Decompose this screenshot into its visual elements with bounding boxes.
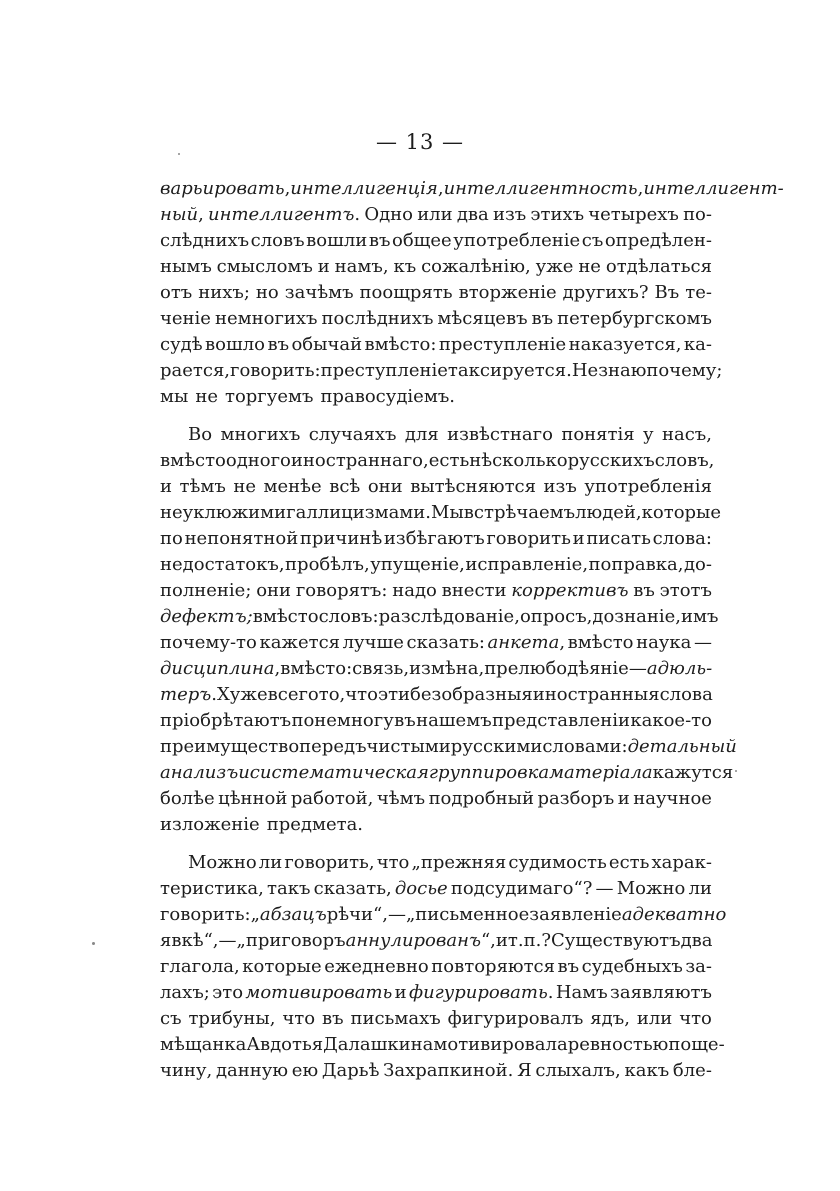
text-line: мѣщанка Авдотья Далашкина мотивировала ревностью поще-	[160, 1034, 725, 1055]
text-line: глагола, которые ежедневно повторяются въ судебныхъ за-	[160, 956, 712, 977]
text-line: Во многихъ случаяхъ для извѣстнаго понятія у насъ,	[188, 424, 712, 445]
text-line: Можно ли говорить, что „прежняя судимость есть харак-	[188, 852, 712, 873]
text-line: по непонятной причинѣ избѣгаютъ говорить и писать слова:	[160, 528, 712, 549]
text-line: изложеніе предмета.	[160, 814, 364, 835]
text-line: лахъ; это мотивировать и фигурировать. Намъ заявляютъ	[160, 982, 712, 1003]
text-line: и тѣмъ не менѣе всѣ они вытѣсняются изъ употребленія	[160, 476, 712, 497]
text-line: отъ нихъ; но зачѣмъ поощрять вторженіе другихъ? Въ те-	[160, 282, 712, 303]
text-line: нымъ смысломъ и намъ, къ сожалѣнію, уже не отдѣлаться	[160, 256, 712, 277]
text-line: недостатокъ, пробѣлъ, упущеніе, исправленіе, поправка, до-	[160, 554, 712, 575]
body-text	[160, 176, 784, 1084]
text-line: ный, интеллигентъ. Одно или два изъ этихъ четырехъ по-	[160, 204, 712, 225]
text-line: полненіе; они говорятъ: надо внести коррективъ въ этотъ	[160, 580, 712, 601]
text-line: теристика, такъ сказать, досье подсудимаго“? — Можно ли	[160, 878, 712, 899]
paragraph	[160, 176, 784, 410]
text-line: анализъ и систематическая группировка матеріала кажутся	[160, 762, 734, 783]
text-line: слѣднихъ словъ вошли въ общее употребленіе съ опредѣлен-	[160, 230, 712, 251]
text-line: говорить: „абзацъ рѣчи“, — „письменное заявленіе адекватно	[160, 904, 727, 925]
text-line: чину, данную ею Дарьѣ Захрапкиной. Я слыхалъ, какъ бле-	[160, 1060, 712, 1081]
text-line: почему-то кажется лучше сказать: анкета, вмѣсто наука —	[160, 632, 712, 653]
text-line: варьировать, интеллигенція, интеллигентность, интеллигент-	[160, 178, 784, 199]
text-line: мы не торгуемъ правосудіемъ.	[160, 386, 455, 407]
text-line: рается, говорить: преступленіе таксируется. Не знаю почему;	[160, 360, 723, 381]
text-line: явкѣ“, — „приговоръ аннулированъ“, и т. п.? Существуютъ два	[160, 930, 713, 951]
text-line: преимущество передъ чистыми русскими словами: детальный	[160, 736, 737, 757]
text-line: дисциплина, вмѣсто: связь, измѣна, прелюбодѣяніе — адюль-	[160, 658, 713, 679]
text-line: съ трибуны, что въ письмахъ фигурировалъ ядъ, или что	[160, 1008, 712, 1029]
paragraph	[160, 850, 727, 1084]
text-line: ченіе немногихъ послѣднихъ мѣсяцевъ въ петербургскомъ	[160, 308, 712, 329]
text-line: пріобрѣтаютъ понемногу въ нашемъ представленіи какое-то	[160, 710, 712, 731]
text-line: вмѣсто одного иностраннаго, есть нѣсколько русскихъ словъ,	[160, 450, 715, 471]
text-line: неуклюжими галлицизмами. Мы встрѣчаемъ людей, которые	[160, 502, 722, 523]
page-number: — 13 —	[375, 130, 465, 154]
text-line: судѣ вошло въ обычай вмѣсто: преступленіе наказуется, ка-	[160, 334, 712, 355]
text-line: дефектъ; вмѣсто словъ: разслѣдованіе, опросъ, дознаніе, имъ	[160, 606, 719, 627]
text-line: болѣе цѣнной работой, чѣмъ подробный разборъ и научное	[160, 788, 712, 809]
text-line: теръ. Хуже всего то, что эти безобразныя иностранныя слова	[160, 684, 713, 705]
paragraph	[160, 422, 737, 838]
